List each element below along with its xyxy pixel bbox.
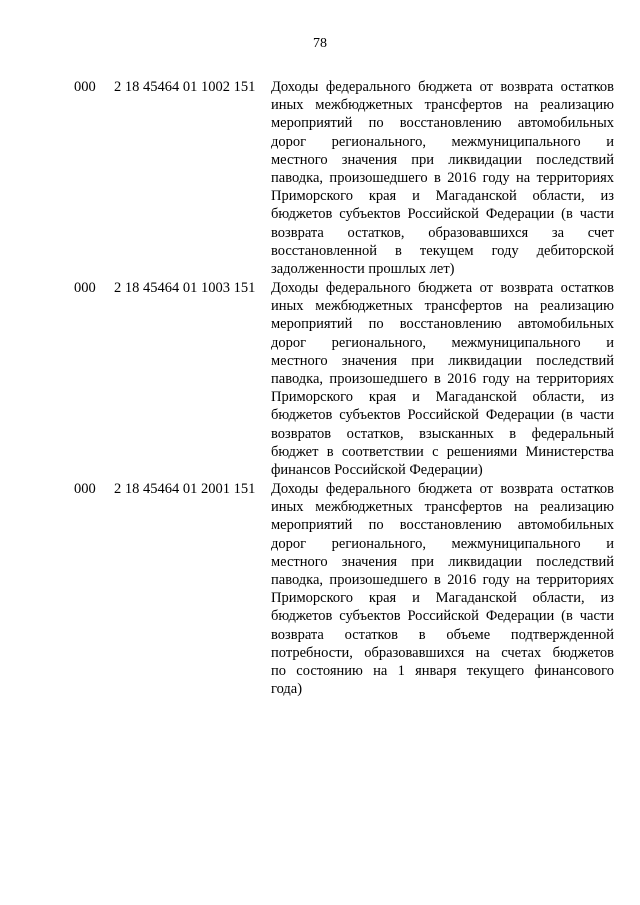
description-line: года) bbox=[271, 681, 303, 698]
budget-entry bbox=[0, 279, 640, 478]
description-line: Приморского края и Магаданской области, из bbox=[271, 188, 614, 205]
description-line: возврата остатков в объеме подтвержденной bbox=[271, 626, 614, 643]
description-line: бюджетов субъектов Российской Федерации (в части bbox=[271, 608, 614, 625]
budget-code-list bbox=[0, 78, 640, 698]
description-line: бюджет в соответствии с решениями Министерства bbox=[271, 443, 614, 460]
budget-entry bbox=[0, 78, 640, 277]
description-line: дорог регионального, межмуниципального и bbox=[271, 133, 614, 150]
page-number: 78 bbox=[313, 36, 327, 51]
description-line: Приморского края и Магаданской области, из bbox=[271, 389, 614, 406]
description-line: задолженности прошлых лет) bbox=[271, 260, 455, 277]
description-line: Приморского края и Магаданской области, из bbox=[271, 590, 614, 607]
description-line: Доходы федерального бюджета от возврата остатков bbox=[271, 280, 614, 296]
description-line: местного значения при ликвидации последствий bbox=[271, 151, 614, 168]
description-line: мероприятий по восстановлению автомобильных bbox=[271, 517, 614, 534]
entry-description bbox=[271, 279, 614, 479]
entry-description bbox=[271, 78, 614, 278]
description-line: бюджетов субъектов Российской Федерации (в части bbox=[271, 407, 614, 424]
description-line: по состоянию на 1 января текущего финансового bbox=[271, 662, 614, 679]
description-line: паводка, произошедшего в 2016 году на территориях bbox=[271, 370, 614, 387]
budget-classification-code: 2 18 45464 01 1002 151 bbox=[114, 79, 256, 95]
description-line: иных межбюджетных трансфертов на реализацию bbox=[271, 298, 614, 315]
administrator-code: 000 bbox=[74, 79, 96, 95]
description-line: финансов Российской Федерации) bbox=[271, 461, 483, 478]
description-line: иных межбюджетных трансфертов на реализацию bbox=[271, 97, 614, 114]
description-line: Доходы федерального бюджета от возврата остатков bbox=[271, 481, 614, 497]
description-line: иных межбюджетных трансфертов на реализацию bbox=[271, 499, 614, 516]
description-line: бюджетов субъектов Российской Федерации (в части bbox=[271, 206, 614, 223]
description-line: местного значения при ликвидации последствий bbox=[271, 553, 614, 570]
description-line: паводка, произошедшего в 2016 году на территориях bbox=[271, 169, 614, 186]
administrator-code: 000 bbox=[74, 280, 96, 296]
description-line: Доходы федерального бюджета от возврата остатков bbox=[271, 79, 614, 95]
budget-entry bbox=[0, 480, 640, 698]
description-line: потребности, образовавшихся на счетах бюджетов bbox=[271, 644, 614, 661]
budget-classification-code: 2 18 45464 01 1003 151 bbox=[114, 280, 256, 296]
description-line: возврата остатков, образовавшихся за счет bbox=[271, 224, 614, 241]
description-line: дорог регионального, межмуниципального и bbox=[271, 535, 614, 552]
entry-description bbox=[271, 480, 614, 698]
description-line: возвратов остатков, взысканных в федеральный bbox=[271, 425, 614, 442]
description-line: восстановленной в текущем году дебиторской bbox=[271, 242, 614, 259]
description-line: мероприятий по восстановлению автомобильных bbox=[271, 115, 614, 132]
description-line: местного значения при ликвидации последствий bbox=[271, 352, 614, 369]
description-line: мероприятий по восстановлению автомобильных bbox=[271, 316, 614, 333]
administrator-code: 000 bbox=[74, 481, 96, 497]
description-line: дорог регионального, межмуниципального и bbox=[271, 334, 614, 351]
description-line: паводка, произошедшего в 2016 году на территориях bbox=[271, 571, 614, 588]
budget-classification-code: 2 18 45464 01 2001 151 bbox=[114, 481, 256, 497]
